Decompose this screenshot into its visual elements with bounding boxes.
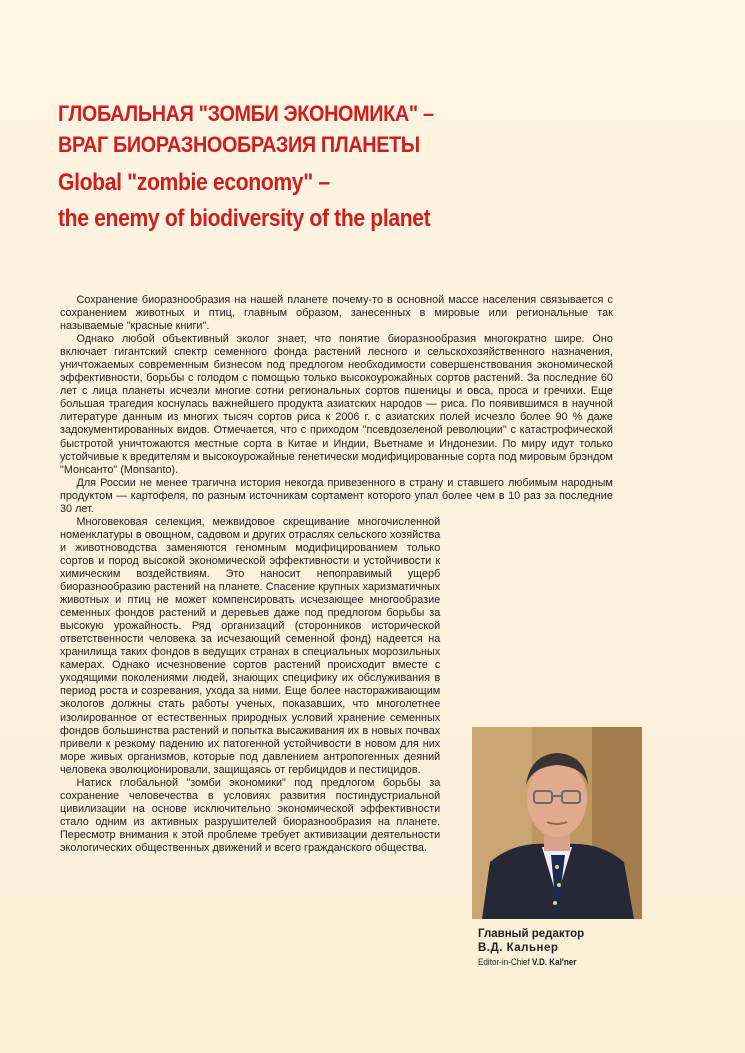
paragraph-4: Многовековая селекция, межвидовое скрещивание многочисленной номенклатуры в овощном, садовом и других отраслях сельского хозяйства и животноводства заменяются геномным модифицированием только сортов и пород высокой экономической эффективности и устойчивости к химическим воздействиям. Это наносит непоправимый ущерб биоразнообразию растений на планете. Спасение крупных харизматичных животных и птиц не может компенсировать исчезающее многообразие семенных фондов растений и деревьев даже под предлогом борьбы за высокую урожайность. Ряд организаций (сторонников исторической ответственности человека за исчезающий семенной фонд) надеется на хранилища таких фондов в ведущих странах в специальных морозильных камерах. Однако исчезновение сортов растений происходит вместе с уходящими поколениями людей, знающих специфику их обслуживания в период роста и созревания, ухода за ними. Еще более настораживающим экологов должны стать работы ученых, показавших, что многолетнее изолированное от естественных природных условий хранение семенных фондов большинства растений и попытка высаживания их в новых почвах привели к резкому падению их патогенной устойчивости в новом для них море живых организмов, которые под давлением антропогенных деяний человека эволюционировали, защищаясь от гербицидов и пестицидов. [60,515,441,776]
title-ru-line-2: ВРАГ БИОРАЗНООБРАЗИЯ ПЛАНЕТЫ [58,132,420,157]
editor-photo [472,727,642,919]
editor-portrait-image [472,727,642,919]
title-en-line-1: Global "zombie economy" – [58,169,330,196]
caption-english-prefix: Editor-in-Chief [478,957,533,967]
paragraph-1: Сохранение биоразнообразия на нашей планете почему-то в основной массе населения связывается с сохранением животных и птиц, главным образом, занесенных в мировые или региональные так называемые "красные книги". [60,294,613,333]
title-english [58,165,692,237]
title-en-line-2: the enemy of biodiversity of the planet [58,205,431,232]
title-ru-line-1: ГЛОБАЛЬНАЯ "ЗОМБИ ЭКОНОМИКА" – [58,101,434,126]
caption-english-name: V.D. Kal'ner [532,957,577,967]
caption-name: В.Д. Кальнер [478,942,559,954]
photo-caption [478,927,638,969]
caption-english [478,956,622,969]
caption-title: Главный редактор [478,928,585,940]
paragraph-5: Натиск глобальной "зомби экономики" под предлогом борьбы за сохранение человечества в условиях развития постиндустриальной цивилизации на основе исключительно экономической эффективности стало одним из активных разрушителей биоразнообразия на планете. Пересмотр внимания к этой проблеме требует активизации деятельности экологических общественных движений и всего гражданского общества. [60,776,441,854]
paragraph-3: Для России не менее трагична история некогда привезенного в страну и ставшего любимым народным продуктом — картофеля, по разным источникам сортамент которого упал более чем в 10 раз за последние 30 лет. [60,476,613,515]
paragraph-2: Однако любой объективный эколог знает, что понятие биоразнообразия многократно шире. Оно включает гигантский спектр семенного фонда растений лесного и сельскохозяйственного назначения, уничтожаемых современным бизнесом под предлогом необходимости совершенствования экономической эффективности, борьбы с голодом с помощью только высокоурожайных сортов растений. За последние 60 лет с лица планеты исчезли многие сотни региональных сортов пшеницы и овса, проса и гречихи. Еще большая трагедия коснулась важнейшего продукта азиатских народов — риса. По появившимся в научной литературе данным из многих тысяч сортов риса к 2006 г. с азиатских полей исчезло более 90 % даже задокументированных видов. Отмечается, что с приходом "псевдозеленой революции" с катастрофической быстротой уничтожаются местные сорта в Китае и Индии, Вьетнаме и Индонезии. По миру идут только устойчивые к вредителям и высокоурожайные генетически модифицированные сорта под мировым брэндом "Монсанто" (Monsanto). [60,333,613,476]
title-russian [58,98,692,160]
article-titles [58,98,698,237]
